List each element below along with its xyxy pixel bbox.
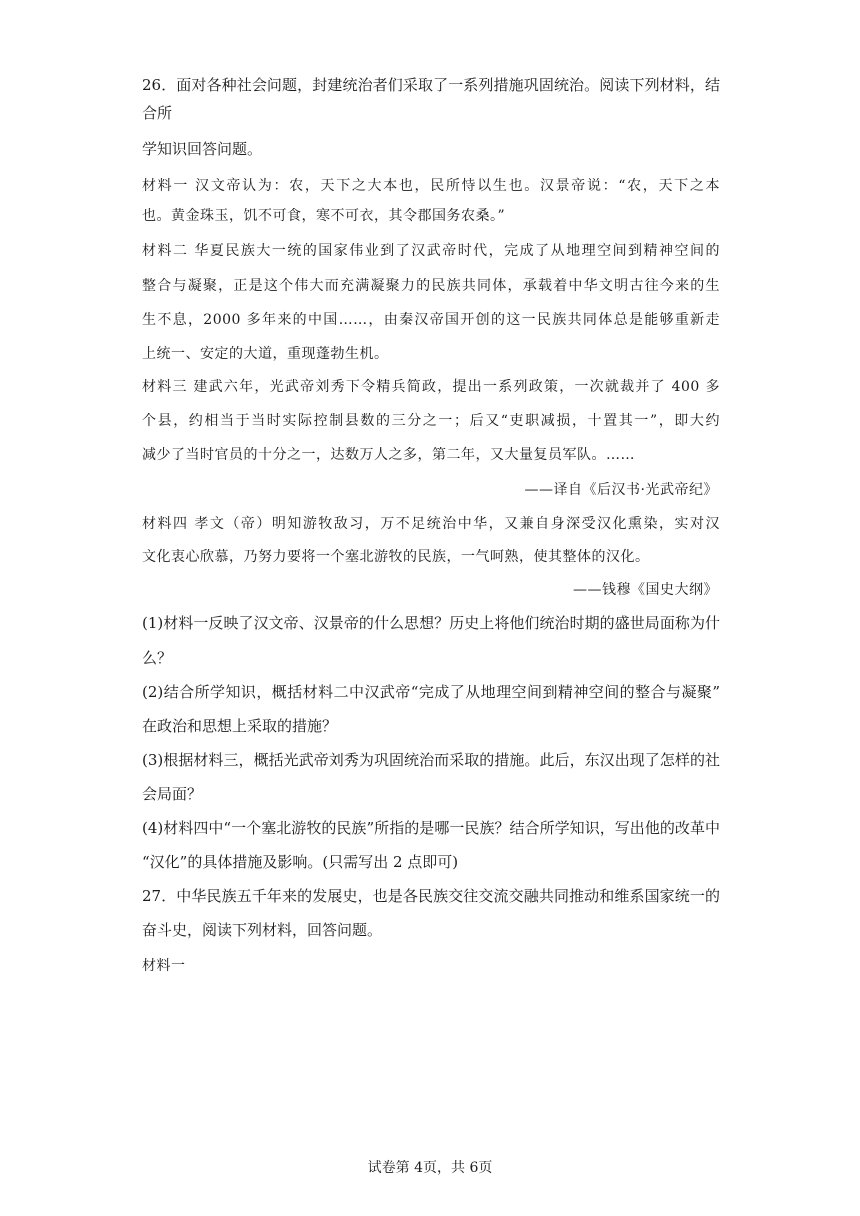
q26-sub-2-line-2: 在政治和思想上采取的措施？ (142, 717, 338, 735)
q26-material-3-line-1: 材料三 建武六年，光武帝刘秀下令精兵简政，提出一系列政策，一次就裁并了 400 多 (142, 379, 720, 395)
q26-material-3-line-2: 个县，约相当于当时实际控制县数的三分之一；后又“吏职减损，十置其一”，即大约 (142, 413, 720, 429)
q26-material-1-line-2: 也。黄金珠玉，饥不可食，寒不可衣，其令郡国务农桑。” (142, 208, 506, 224)
q26-material-2-line-1: 材料二 华夏民族大一统的国家伟业到了汉武帝时代，完成了从地理空间到精神空间的 (142, 243, 720, 259)
q27-material-1-label: 材料一 (142, 958, 186, 974)
q26-material-3-line-3: 减少了当时官员的十分之一，达数万人之多，第二年，又大量复员军队。…… (142, 447, 635, 463)
q26-material-2-line-3: 生不息，2000 多年来的中国……，由秦汉帝国开创的这一民族共同体总是能够重新走 (142, 312, 720, 328)
q26-sub-3-line-1: (3)根据材料三，概括光武帝刘秀为巩固统治而采取的措施。此后，东汉出现了怎样的社 (142, 751, 720, 769)
q26-intro-line-1: 26．面对各种社会问题，封建统治者们采取了一系列措施巩固统治。阅读下列材料，结 (142, 76, 720, 94)
q26-intro-line-2: 合所 (142, 104, 173, 122)
q26-material-3-source: ——译自《后汉书·光武帝纪》 (524, 482, 718, 498)
q26-sub-4-line-1: (4)材料四中“一个塞北游牧的民族”所指的是哪一民族？结合所学知识，写出他的改革中 (142, 819, 720, 837)
q26-material-4-source: ——钱穆《国史大纲》 (573, 582, 718, 598)
q26-material-4-line-1: 材料四 孝文（帝）明知游牧敌习，万不足统治中华，又兼自身深受汉化熏染，实对汉 (142, 516, 720, 532)
q26-material-2-line-2: 整合与凝聚，正是这个伟大而充满凝聚力的民族共同体，承载着中华文明古往今来的生 (142, 278, 720, 294)
q26-sub-4-line-2: “汉化”的具体措施及影响。(只需写出 2 点即可) (142, 853, 459, 871)
q26-material-4-line-2: 文化衷心欣慕，乃努力要将一个塞北游牧的民族，一气呵熟，使其整体的汉化。 (142, 549, 650, 565)
q26-sub-1-line-1: (1)材料一反映了汉文帝、汉景帝的什么思想？历史上将他们统治时期的盛世局面称为什 (142, 614, 720, 632)
q26-sub-2-line-1: (2)结合所学知识，概括材料二中汉武帝“完成了从地理空间到精神空间的整合与凝聚” (142, 683, 720, 701)
q26-material-1-line-1: 材料一 汉文帝认为：农，天下之大本也，民所恃以生也。汉景帝说：“农，天下之本 (142, 178, 720, 194)
q27-intro-line-2: 奋斗史，阅读下列材料，回答问题。 (142, 921, 383, 939)
q26-material-2-line-4: 上统一、安定的大道，重现蓬勃生机。 (142, 346, 389, 362)
q26-sub-3-line-2: 会局面？ (142, 785, 203, 803)
q26-intro-line-3: 学知识回答问题。 (142, 140, 263, 158)
page-footer: 试卷第 4页，共 6页 (367, 1160, 493, 1176)
q26-sub-1-line-2: 么？ (142, 649, 173, 667)
q27-intro-line-1: 27．中华民族五千年来的发展史，也是各民族交往交流交融共同推动和维系国家统一的 (142, 887, 720, 905)
